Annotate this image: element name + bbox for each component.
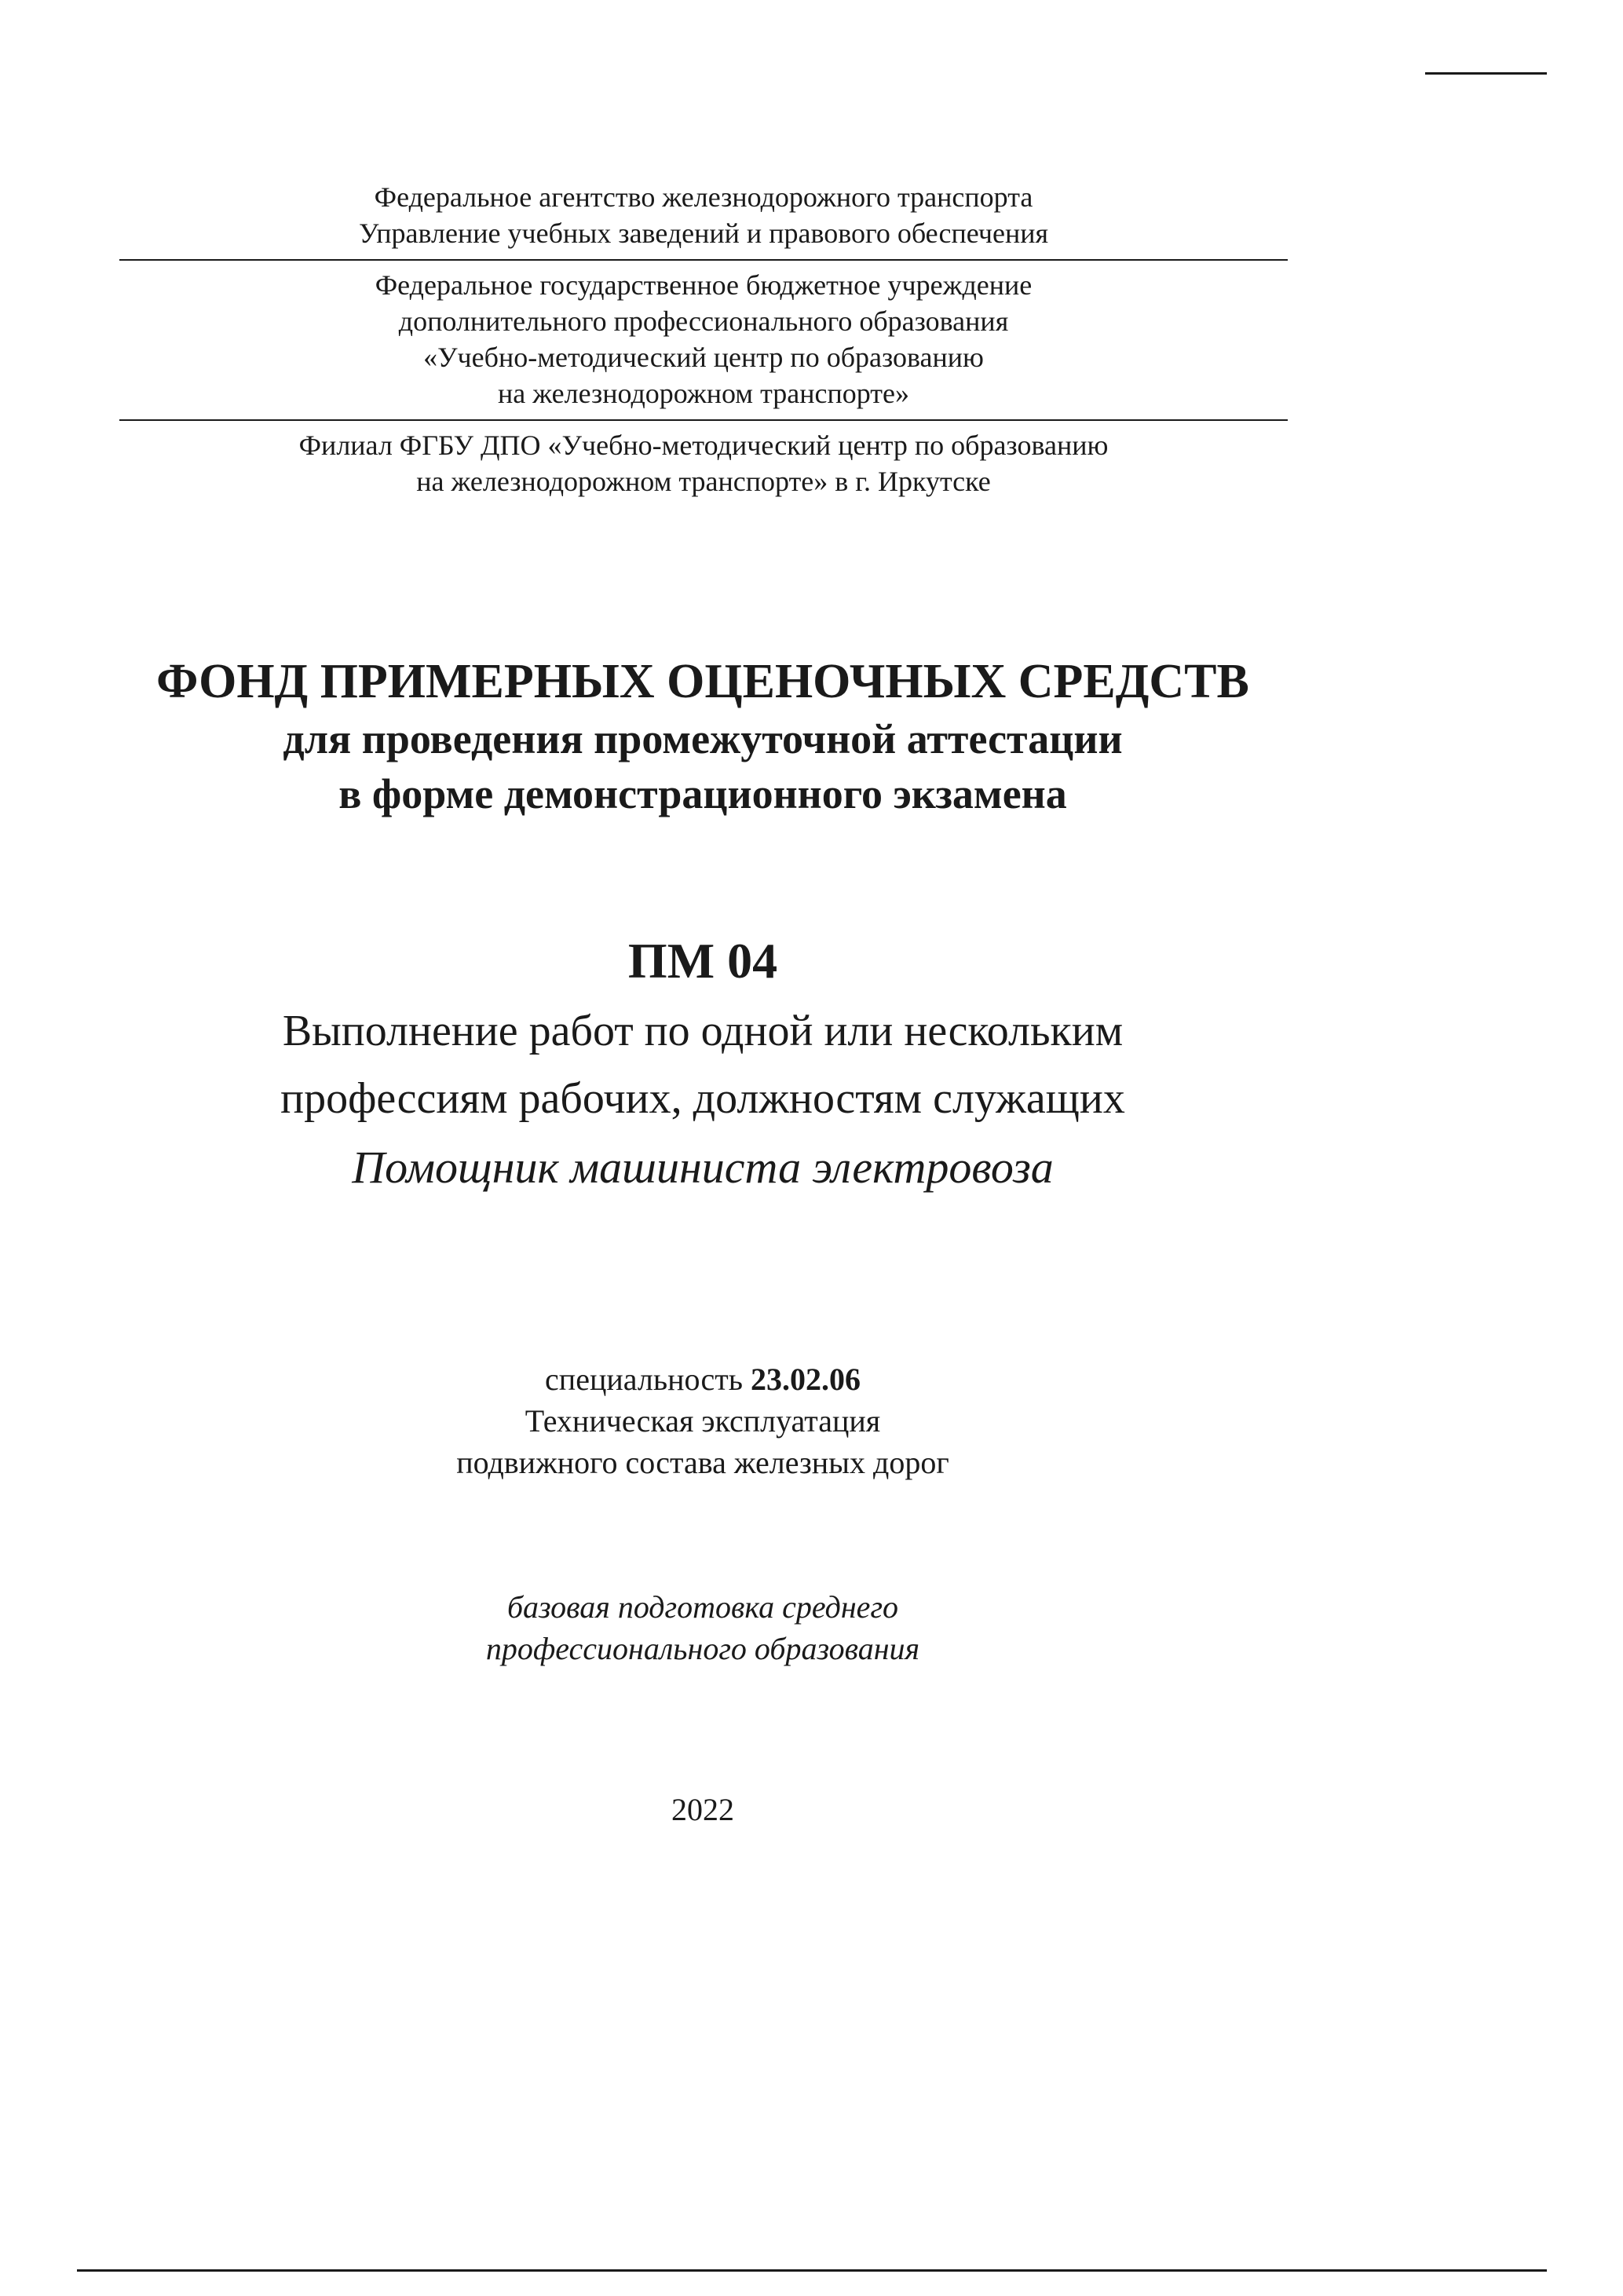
agency-line: Федеральное агентство железнодорожного транспорта: [374, 181, 1033, 213]
publication-year: 2022: [671, 1792, 734, 1827]
module-name-line: профессиям рабочих, должностям служащих: [280, 1074, 1125, 1123]
education-level-line: профессионального образования: [485, 1631, 920, 1666]
specialty-prefix: специальность: [545, 1362, 743, 1397]
institution-line: «Учебно-методический центр по образованию: [423, 342, 984, 373]
institution-line: на железнодорожном транспорте»: [497, 378, 909, 409]
module-code: ПМ 04: [627, 933, 778, 989]
header-block: [119, 173, 1288, 507]
branch-block: [119, 421, 1288, 507]
specialty-code: 23.02.06: [750, 1362, 861, 1397]
document-subtitle-line: для проведения промежуточной аттестации: [283, 715, 1123, 762]
document-title: ФОНД ПРИМЕРНЫХ ОЦЕНОЧНЫХ СРЕДСТВ: [156, 655, 1249, 708]
specialty-block: [86, 1358, 1319, 1483]
module-name-line: Выполнение работ по одной или нескольким: [282, 1007, 1124, 1055]
bottom-rule: [77, 2269, 1547, 2272]
branch-line: Филиал ФГБУ ДПО «Учебно-методический центр по образованию: [298, 430, 1109, 461]
branch-line: на железнодорожном транспорте» в г. Иркутске: [416, 466, 991, 497]
document-subtitle-line: в форме демонстрационного экзамена: [338, 770, 1067, 817]
institution-block: [119, 261, 1288, 419]
education-level-block: [86, 1586, 1319, 1669]
institution-line: Федеральное государственное бюджетное учреждение: [375, 269, 1033, 301]
specialty-name-line: Техническая эксплуатация: [525, 1403, 881, 1439]
profession-name: Помощник машиниста электровоза: [352, 1142, 1054, 1193]
institution-line: дополнительного профессионального образования: [398, 305, 1009, 337]
module-block: [86, 925, 1319, 1203]
specialty-code-line: [86, 1358, 1319, 1400]
education-level-line: базовая подготовка среднего: [506, 1589, 899, 1625]
corner-rule: [1425, 72, 1547, 75]
agency-block: [119, 173, 1288, 259]
title-block: [86, 652, 1319, 821]
specialty-name-line: подвижного состава железных дорог: [456, 1445, 949, 1480]
agency-line: Управление учебных заведений и правового обеспечения: [358, 218, 1049, 249]
